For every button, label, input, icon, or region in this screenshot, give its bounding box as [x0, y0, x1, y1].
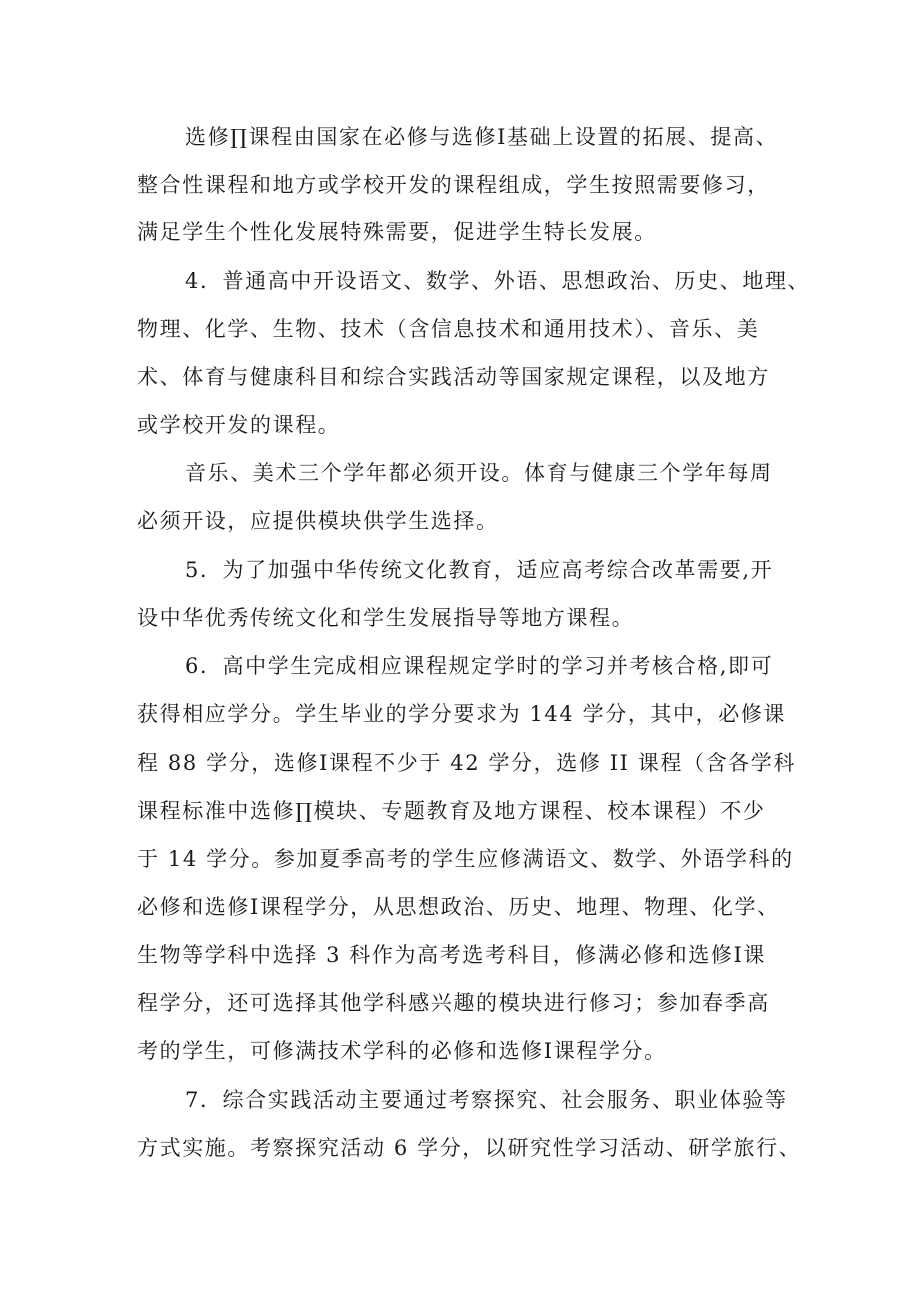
paragraph-line: 方式实施。考察探究活动 6 学分，以研究性学习活动、研学旅行、	[137, 1136, 802, 1160]
paragraph-line: 术、体育与健康科目和综合实践活动等国家规定课程，以及地方	[137, 365, 770, 389]
paragraph-line: 生物等学科中选择 3 科作为高考选考科目，修满必修和选修Ⅰ课	[137, 943, 767, 967]
paragraph-line: 或学校开发的课程。	[137, 413, 341, 437]
paragraph-line: 获得相应学分。学生毕业的学分要求为 144 学分，其中，必修课	[137, 702, 787, 726]
paragraph-line: 6．高中学生完成相应课程规定学时的学习并考核合格,即可	[185, 654, 774, 678]
paragraph-line: 考的学生，可修满技术学科的必修和选修Ⅰ课程学分。	[137, 1039, 667, 1063]
paragraph-line: 程学分，还可选择其他学科感兴趣的模块进行修习；参加春季高	[137, 991, 770, 1015]
paragraph-line: 5．为了加强中华传统文化教育，适应高考综合改革需要,开	[185, 558, 774, 582]
paragraph-line: 于 14 学分。参加夏季高考的学生应修满语文、数学、外语学科的	[137, 847, 794, 871]
paragraph-line: 选修∏课程由国家在必修与选修Ⅰ基础上设置的拓展、提高、	[185, 125, 779, 149]
paragraph-line: 满足学生个性化发展特殊需要，促进学生特长发展。	[137, 220, 657, 244]
paragraph-line: 设中华优秀传统文化和学生发展指导等地方课程。	[137, 606, 635, 630]
paragraph-line: 必须开设，应提供模块供学生选择。	[137, 509, 499, 533]
paragraph-line: 7．综合实践活动主要通过考察探究、社会服务、职业体验等	[185, 1088, 788, 1112]
paragraph-line: 音乐、美术三个学年都必须开设。体育与健康三个学年每周	[185, 461, 773, 485]
paragraph-line: 程 88 学分，选修Ⅰ课程不少于 42 学分，选修 II 课程（含各学科	[137, 751, 796, 775]
paragraph-line: 整合性课程和地方或学校开发的课程组成，学生按照需要修习，	[137, 173, 770, 197]
paragraph-line: 4．普通高中开设语文、数学、外语、思想政治、历史、地理、	[185, 269, 811, 293]
paragraph-line: 必修和选修Ⅰ课程学分，从思想政治、历史、地理、物理、化学、	[137, 895, 780, 919]
paragraph-line: 物理、化学、生物、技术（含信息技术和通用技术）、音乐、美	[137, 317, 760, 341]
paragraph-line: 课程标准中选修∏模块、专题教育及地方课程、校本课程）不少	[137, 799, 766, 823]
